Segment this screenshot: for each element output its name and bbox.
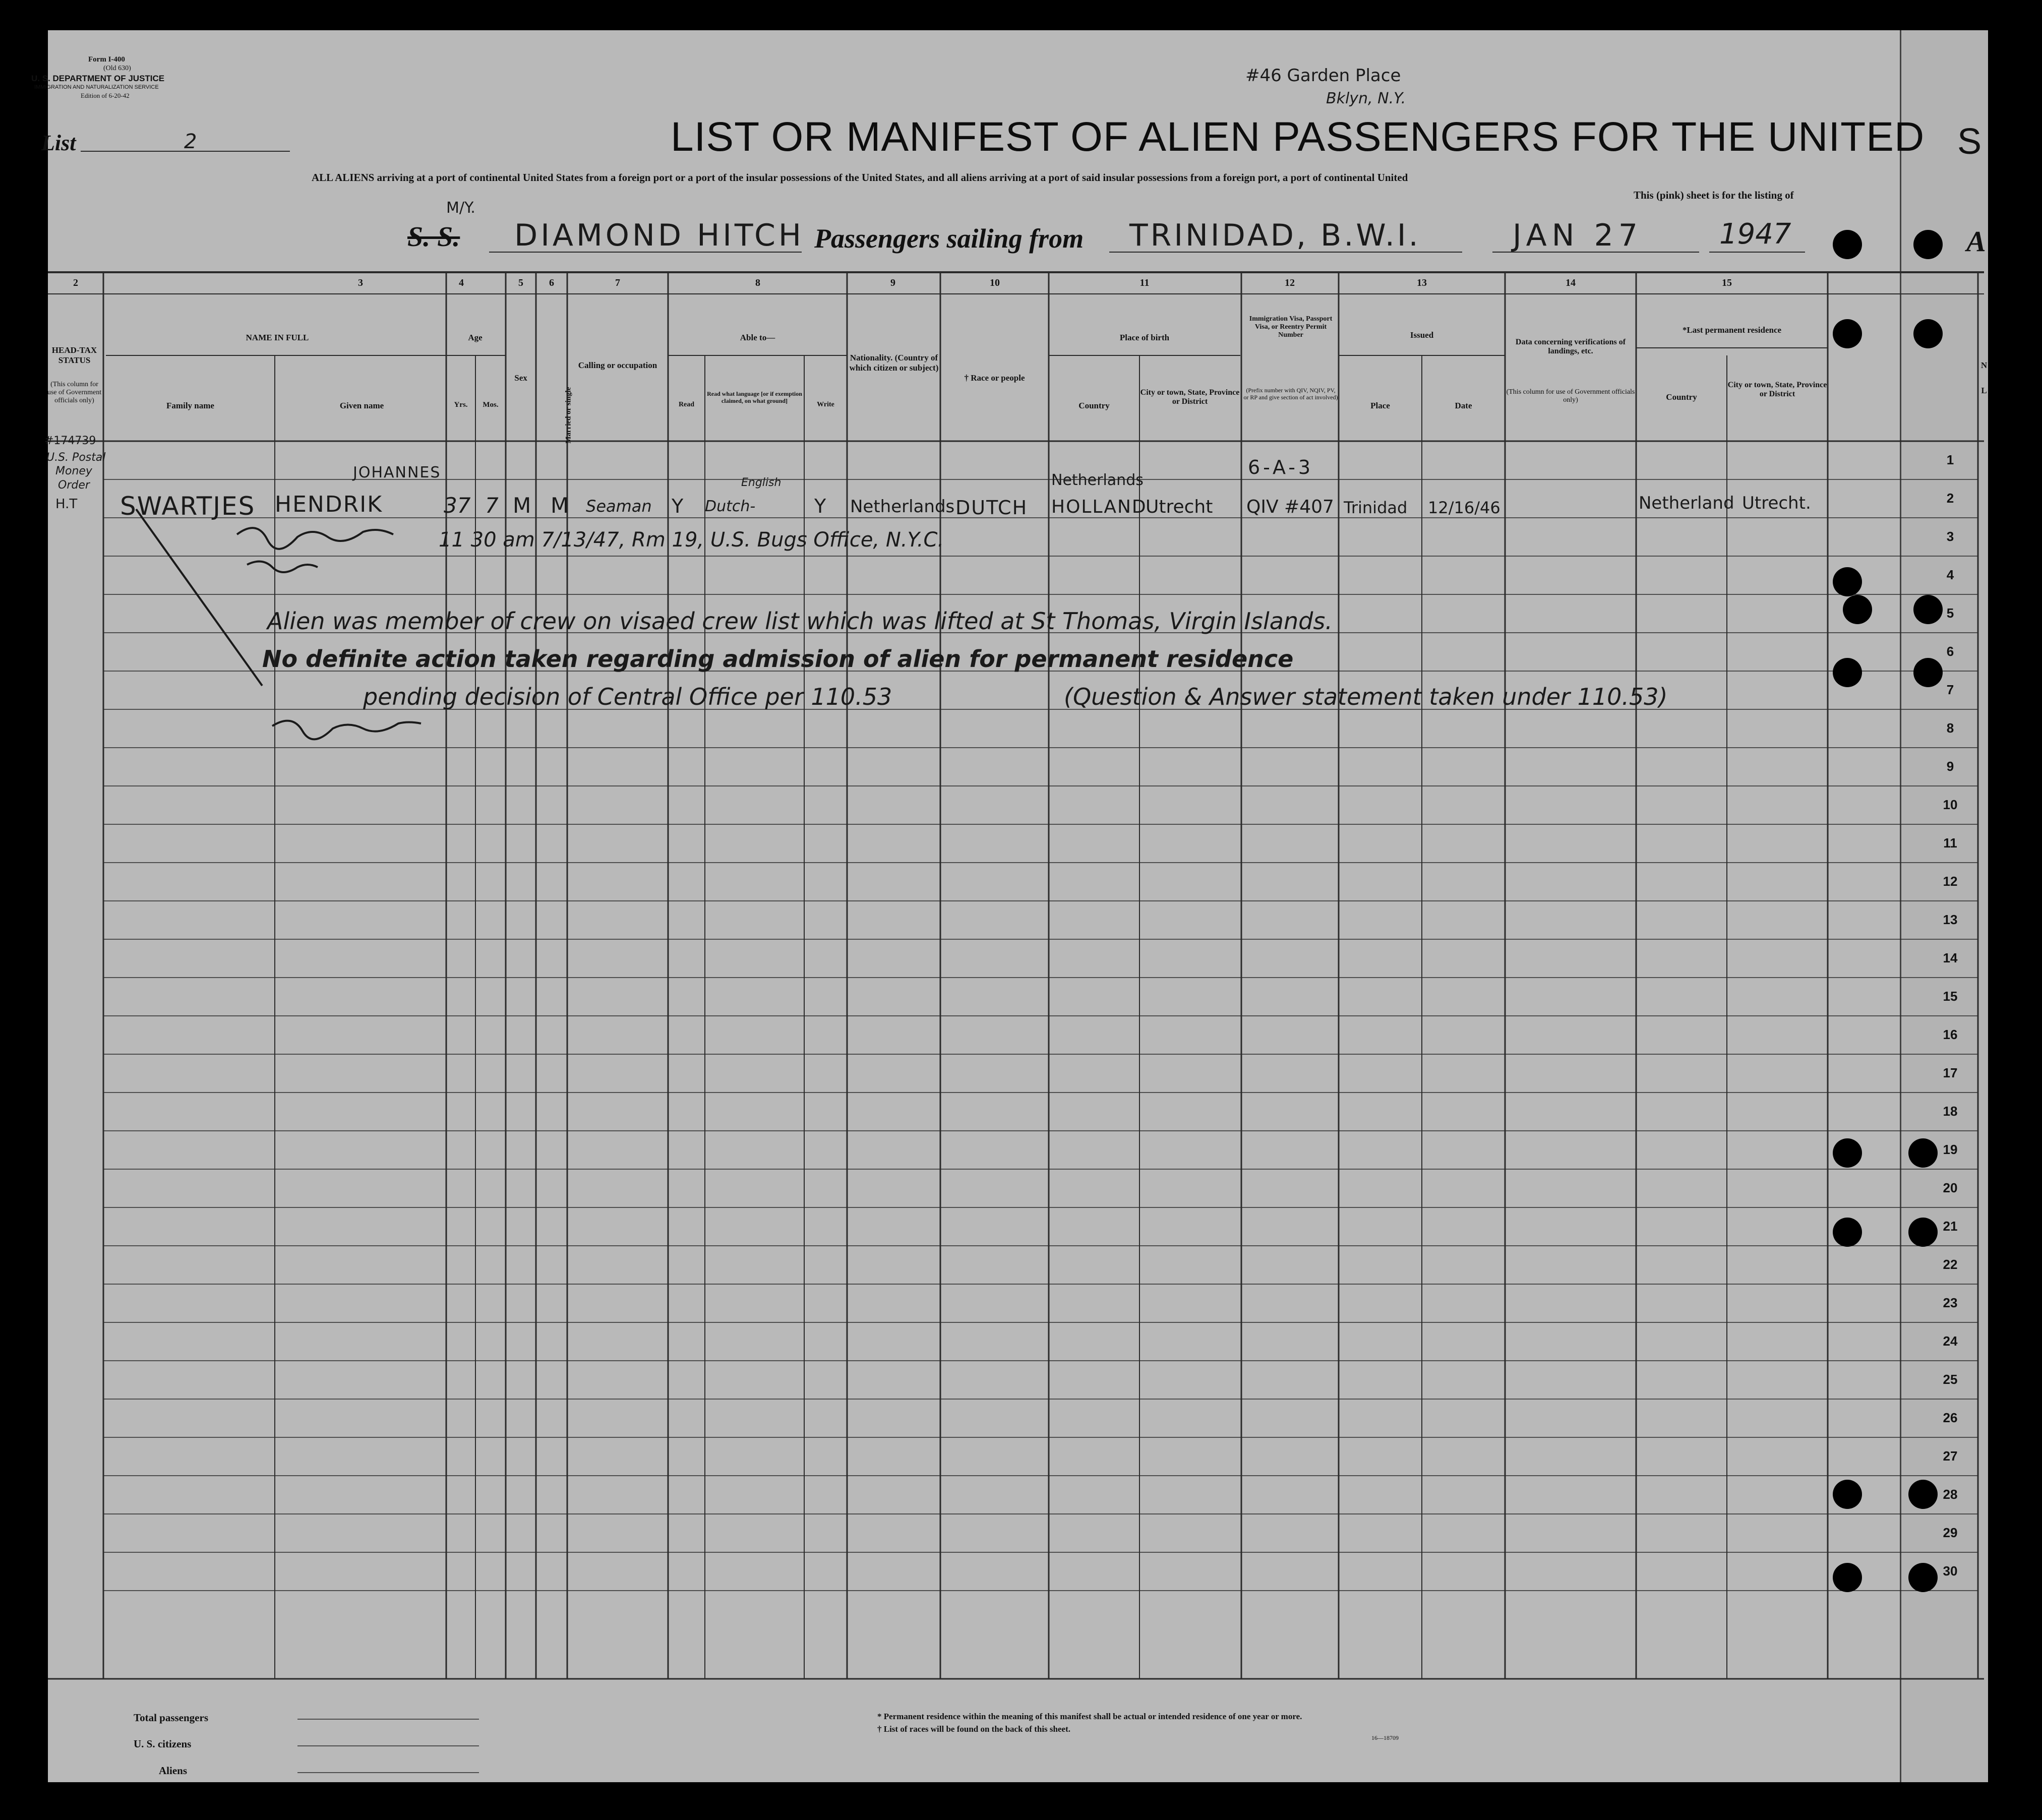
head-tax-line-5: H.T (55, 497, 78, 512)
occupation: Seaman (586, 497, 652, 516)
head-tax-line-3: Money (55, 465, 92, 477)
column-number: 6 (549, 277, 554, 288)
annotation-no-action: No definite action taken regarding admission of alien for permanent residence (262, 645, 1294, 673)
address-line-1: #46 Garden Place (1245, 66, 1401, 86)
title-continuation: S (1957, 122, 1982, 162)
row-number: 5 (1946, 605, 1954, 621)
header-family-name: Family name (166, 401, 214, 410)
sailing-label: Passengers sailing from (814, 223, 1084, 254)
row-number: 24 (1943, 1333, 1958, 1349)
row-number: 21 (1943, 1219, 1958, 1234)
column-number: 2 (73, 277, 78, 288)
header-head-tax-note: (This column for use of Government officials only) (47, 381, 102, 405)
given-name-additional: JOHANNES (353, 464, 441, 481)
visa-section: 6-A-3 (1248, 456, 1314, 478)
row-number: 14 (1943, 950, 1958, 965)
header-place-of-birth: Place of birth (1119, 333, 1170, 342)
header-sex: Sex (514, 373, 527, 383)
language: Dutch- (705, 498, 756, 515)
column-number: 14 (1566, 277, 1576, 288)
column-number: 10 (990, 277, 1000, 288)
punch-hole (1833, 230, 1862, 259)
port-of-departure: TRINIDAD, B.W.I. (1129, 218, 1421, 253)
row-number: 9 (1946, 759, 1954, 774)
given-name: HENDRIK (275, 492, 383, 517)
vessel-name: DIAMOND HITCH (514, 218, 805, 253)
row-number: 28 (1943, 1487, 1958, 1502)
header-able-to: Able to— (740, 333, 775, 342)
header-write: Write (817, 401, 834, 408)
header-nationality: Nationality. (Country of which citizen or subject) (849, 353, 939, 373)
column-number: 15 (1722, 277, 1732, 288)
form-number: Form I-400 (88, 55, 125, 64)
row-number: 8 (1946, 720, 1954, 736)
form-old-number: (Old 630) (103, 65, 131, 72)
column-number: 11 (1139, 277, 1150, 288)
header-right-n: N (1980, 360, 1988, 370)
header-given-name: Given name (339, 401, 384, 410)
row-number: 10 (1943, 797, 1958, 812)
punch-hole (1908, 1218, 1938, 1247)
visa-issued-date: 12/16/46 (1428, 498, 1500, 517)
birth-country-added: Netherlands (1051, 471, 1144, 489)
header-right-l: L (1981, 386, 1987, 395)
header-visa: Immigration Visa, Passport Visa, or Reentry Permit Number (1249, 315, 1333, 339)
department: U. S. DEPARTMENT OF JUSTICE (31, 74, 165, 83)
column-number: 5 (518, 277, 523, 288)
list-number: 2 (184, 130, 197, 153)
punch-hole (1913, 230, 1943, 259)
can-read: Y (672, 495, 684, 517)
header-last-residence: *Last permanent residence (1682, 325, 1782, 335)
row-number: 29 (1943, 1525, 1958, 1540)
header-verification-note: (This column for use of Government officials only) (1506, 388, 1635, 404)
birth-city: Utrecht (1146, 497, 1213, 517)
footer-total-passengers: Total passengers (134, 1712, 208, 1724)
address-line-2: Bklyn, N.Y. (1326, 90, 1406, 107)
header-verification: Data concerning verifications of landings, etc. (1515, 338, 1626, 356)
sailing-year: 1947 (1719, 218, 1791, 251)
footer-print-code: 16—18709 (1371, 1734, 1399, 1741)
race: DUTCH (955, 497, 1028, 519)
vessel-label: S. S. (407, 221, 460, 253)
row-number: 13 (1943, 912, 1958, 927)
header-issued-place: Place (1370, 401, 1390, 410)
header-age: Age (468, 333, 483, 342)
punch-hole (1908, 1563, 1938, 1592)
column-number: 12 (1285, 277, 1295, 288)
punch-hole (1833, 567, 1862, 596)
header-name-in-full: NAME IN FULL (246, 333, 309, 342)
row-number: 22 (1943, 1257, 1958, 1272)
header-calling: Calling or occupation (578, 360, 657, 370)
punch-hole (1908, 1138, 1938, 1168)
row-number: 23 (1943, 1295, 1958, 1310)
hearing-note: 11 30 am 7/13/47, Rm 19, U.S. Bugs Office, N.Y.C. (439, 528, 944, 552)
header-pob-country: Country (1078, 401, 1110, 410)
column-number: 4 (459, 277, 464, 288)
subtitle-line-1: ALL ALIENS arriving at a port of continental United States from a foreign port or a port of the insular possessions of the United States, and all aliens arriving at a port of said insular possessions from a foreign port, a port of continental United (312, 171, 1408, 184)
column-number: 9 (890, 277, 895, 288)
head-tax-receipt: #174739 (44, 435, 96, 447)
punch-hole (1833, 319, 1862, 348)
column-number: 7 (615, 277, 620, 288)
punch-hole (1913, 595, 1943, 624)
row-number: 4 (1946, 567, 1954, 582)
sex: M (513, 493, 531, 518)
subtitle-line-2: This (pink) sheet is for the listing of (1634, 189, 1794, 201)
punch-hole (1833, 1138, 1862, 1168)
row-number: 6 (1946, 644, 1954, 659)
service: IMMIGRATION AND NATURALIZATION SERVICE (34, 84, 159, 90)
annotation-pending: pending decision of Central Office per 110.53 (363, 683, 892, 710)
annotation-statement: (Question & Answer statement taken under 110.53) (1064, 683, 1668, 710)
row-number: 27 (1943, 1448, 1958, 1464)
age-years: 37 (444, 493, 471, 518)
punch-hole (1833, 1563, 1862, 1592)
header-res-city: City or town, State, Province or District (1727, 381, 1827, 399)
punch-hole (1913, 658, 1943, 687)
column-number: 8 (755, 277, 760, 288)
visa-number: QIV #407 (1246, 497, 1334, 517)
column-number: 3 (358, 277, 363, 288)
header-issued: Issued (1410, 330, 1434, 340)
vessel-prefix: M/Y. (446, 199, 475, 217)
nationality: Netherlands (850, 497, 955, 517)
row-number: 3 (1946, 529, 1954, 544)
annotation-crew-list: Alien was member of crew on visaed crew list which was lifted at St Thomas, Virgin Islands. (267, 608, 1333, 635)
residence-country: Netherland (1639, 493, 1734, 513)
manifest-title: LIST OR MANIFEST OF ALIEN PASSENGERS FOR THE UNITED (671, 114, 1925, 160)
row-number: 19 (1943, 1142, 1958, 1157)
edition: Edition of 6-20-42 (81, 92, 130, 99)
head-tax-line-4: Order (58, 479, 90, 492)
list-label: List (41, 131, 76, 155)
header-age-yrs: Yrs. (454, 401, 468, 409)
header-race: † Race or people (964, 373, 1025, 383)
header-res-country: Country (1666, 392, 1697, 402)
family-name: SWARTJES (120, 492, 256, 521)
row-number: 7 (1946, 682, 1954, 697)
row-number: 20 (1943, 1180, 1958, 1195)
row-number: 12 (1943, 874, 1958, 889)
footer-aliens: Aliens (159, 1765, 188, 1777)
birth-country: HOLLAND (1051, 497, 1147, 517)
punch-hole (1833, 1218, 1862, 1247)
marital-status: M (551, 493, 569, 518)
header-visa-note: (Prefix number with QIV, NQIV, PV, or RP and give section of act involved) (1243, 387, 1338, 401)
sailing-date: JAN 27 (1513, 218, 1643, 253)
punch-hole (1913, 319, 1943, 348)
row-number: 11 (1943, 835, 1957, 851)
header-marital: Married or single (564, 387, 573, 444)
row-number: 26 (1943, 1410, 1958, 1425)
punch-hole (1833, 1480, 1862, 1509)
right-sheet-fragment: A (1966, 225, 1986, 258)
row-number: 18 (1943, 1104, 1958, 1119)
header-pob-city: City or town, State, Province or District (1140, 388, 1240, 406)
header-read: Read (678, 401, 695, 408)
row-number: 30 (1943, 1563, 1958, 1579)
row-number: 2 (1946, 491, 1954, 506)
head-tax-line-2: U.S. Postal (46, 451, 106, 464)
row-number: 17 (1943, 1065, 1958, 1080)
footer-note-residence: * Permanent residence within the meaning of this manifest shall be actual or intended residence of one year or more. (877, 1712, 1302, 1721)
header-issued-date: Date (1455, 401, 1472, 410)
row-number: 16 (1943, 1027, 1958, 1042)
header-head-tax: HEAD-TAX STATUS (51, 345, 97, 365)
visa-issued-place: Trinidad (1344, 498, 1408, 517)
footer-note-races: † List of races will be found on the back of this sheet. (877, 1724, 1070, 1734)
header-read-language: Read what language [or if exemption claimed, on what ground] (707, 390, 802, 404)
punch-hole (1833, 658, 1862, 687)
age-months: 7 (485, 493, 499, 518)
header-age-mos: Mos. (483, 401, 499, 409)
punch-hole (1908, 1480, 1938, 1509)
row-number: 1 (1946, 452, 1954, 467)
language-added: English (741, 476, 782, 489)
row-number: 25 (1943, 1372, 1958, 1387)
column-number: 13 (1417, 277, 1427, 288)
row-number: 15 (1943, 989, 1958, 1004)
footer-us-citizens: U. S. citizens (134, 1738, 192, 1750)
can-write: Y (814, 495, 826, 517)
punch-hole (1843, 595, 1872, 624)
residence-city: Utrecht. (1742, 493, 1811, 513)
